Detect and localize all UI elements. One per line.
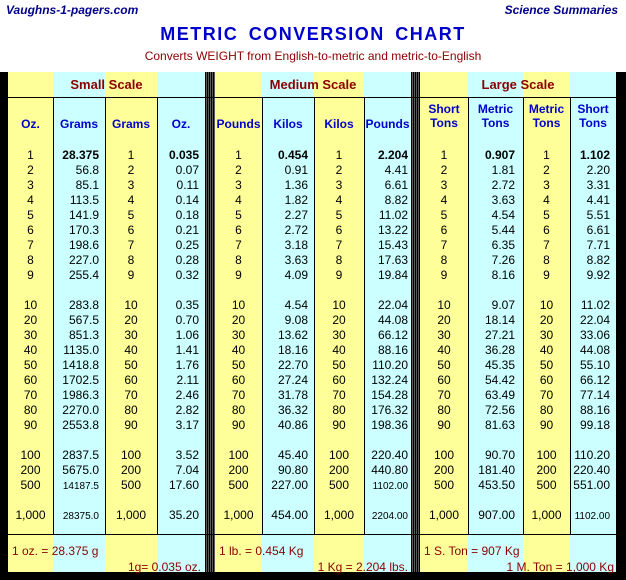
table-cell: 255.4 <box>68 268 99 282</box>
table-cell: 567.5 <box>68 313 99 327</box>
table-cell: 1.82 <box>284 193 308 207</box>
table-cell: 85.1 <box>75 178 99 192</box>
table-cell: 30 <box>437 328 451 342</box>
table-cell: 1 <box>235 148 242 162</box>
table-cell: 1.81 <box>491 163 515 177</box>
table-cell: 45.35 <box>484 358 515 372</box>
table-cell: 110.20 <box>372 358 408 372</box>
table-cell: 200 <box>433 463 455 477</box>
table-cell: 8 <box>543 253 550 267</box>
table-cell: 70 <box>231 388 246 402</box>
table-cell: 17.63 <box>377 253 408 267</box>
table-cell: 1,000 <box>15 508 46 522</box>
table-cell: 7.04 <box>175 463 199 477</box>
table-cell: 7 <box>27 238 34 252</box>
table-cell: 851.3 <box>68 328 99 342</box>
table-cell: 200 <box>228 463 249 477</box>
table-cell: 66.12 <box>579 373 610 387</box>
table-cell: 200 <box>328 463 350 477</box>
table-cell: 2.20 <box>586 163 610 177</box>
footer-medium-line1: 1 lb. = 0.454 Kg <box>219 544 304 558</box>
table-cell: 6 <box>543 223 550 237</box>
table-cell: 3.17 <box>175 418 199 432</box>
table-cell: 500 <box>328 478 350 492</box>
column-header: Short Tons <box>577 102 609 130</box>
table-cell: 44.08 <box>579 343 610 357</box>
table-cell: 70 <box>437 388 451 402</box>
table-cell: 3 <box>335 178 343 192</box>
table-cell: 36.28 <box>484 343 515 357</box>
table-cell: 7 <box>335 238 343 252</box>
table-cell: 551.00 <box>573 478 610 492</box>
table-cell: 500 <box>536 478 557 492</box>
table-cell: 90 <box>539 418 554 432</box>
table-cell: 6 <box>335 223 343 237</box>
table-cell: 0.907 <box>484 148 515 162</box>
header-rule <box>8 97 616 98</box>
table-cell: 907.00 <box>478 508 515 522</box>
table-cell: 6.61 <box>384 178 408 192</box>
table-cell: 8 <box>335 253 343 267</box>
table-cell: 88.16 <box>579 403 610 417</box>
table-cell: 200 <box>20 463 41 477</box>
table-cell: 7 <box>235 238 242 252</box>
table-cell: 440.80 <box>371 463 408 477</box>
table-cell: 10 <box>124 298 138 312</box>
table-cell: 99.18 <box>579 418 610 432</box>
table-cell: 27.21 <box>484 328 515 342</box>
table-cell: 9.07 <box>491 298 515 312</box>
table-cell: 70 <box>124 388 138 402</box>
table-cell: 100 <box>536 448 557 462</box>
column-header: Pounds <box>365 117 410 131</box>
table-cell: 50 <box>332 358 346 372</box>
table-cell: 30 <box>231 328 246 342</box>
table-cell: 2 <box>235 163 242 177</box>
table-cell: 0.454 <box>277 148 308 162</box>
table-cell: 80 <box>23 403 38 417</box>
table-cell: 4.41 <box>384 163 408 177</box>
table-cell: 8 <box>27 253 34 267</box>
column-header: Grams <box>59 117 99 131</box>
table-cell: 2 <box>440 163 448 177</box>
table-cell: 1102.00 <box>372 481 408 492</box>
table-cell: 6 <box>27 223 34 237</box>
table-cell: 90 <box>231 418 246 432</box>
table-cell: 5 <box>27 208 34 222</box>
table-cell: 9 <box>127 268 135 282</box>
table-cell: 30 <box>23 328 38 342</box>
footer-large-line1: 1 S. Ton = 907 Kg <box>424 544 520 558</box>
table-cell: 2.27 <box>284 208 308 222</box>
table-cell: 14187.5 <box>62 481 99 492</box>
table-cell: 19.84 <box>377 268 408 282</box>
table-cell: 113.5 <box>69 193 99 207</box>
table-cell: 80 <box>437 403 451 417</box>
table-cell: 7 <box>127 238 135 252</box>
table-cell: 100 <box>120 448 142 462</box>
table-cell: 110.20 <box>574 448 610 462</box>
table-cell: 60 <box>231 373 246 387</box>
table-cell: 3.63 <box>284 253 308 267</box>
table-cell: 3 <box>27 178 34 192</box>
table-cell: 77.14 <box>579 388 610 402</box>
section-title-small: Small Scale <box>70 77 143 92</box>
table-cell: 1.102 <box>579 148 610 162</box>
table-cell: 66.12 <box>377 328 408 342</box>
table-cell: 60 <box>437 373 451 387</box>
footer-medium-line2: 1 Kg = 2.204 lbs. <box>317 560 408 574</box>
table-cell: 0.035 <box>168 148 199 162</box>
table-cell: 0.70 <box>175 313 199 327</box>
table-cell: 1,000 <box>428 508 460 522</box>
table-cell: 4 <box>440 193 448 207</box>
chart-header <box>0 0 626 72</box>
table-cell: 6 <box>235 223 242 237</box>
table-cell: 20 <box>124 313 138 327</box>
table-cell: 30 <box>332 328 346 342</box>
table-cell: 60 <box>539 373 554 387</box>
table-cell: 1.36 <box>284 178 308 192</box>
table-cell: 500 <box>20 478 41 492</box>
table-cell: 2553.8 <box>62 418 99 432</box>
footer-small-line1: 1 oz. = 28.375 g <box>12 544 99 558</box>
table-cell: 5675.0 <box>62 463 99 477</box>
table-cell: 3.52 <box>175 448 199 462</box>
table-cell: 9.08 <box>284 313 308 327</box>
table-cell: 33.06 <box>579 328 610 342</box>
table-cell: 30 <box>539 328 554 342</box>
table-cell: 63.49 <box>484 388 515 402</box>
table-cell: 40 <box>539 343 554 357</box>
table-cell: 200 <box>120 463 142 477</box>
table-cell: 4.54 <box>284 298 308 312</box>
table-cell: 8 <box>127 253 135 267</box>
table-cell: 88.16 <box>377 343 408 357</box>
table-cell: 11.02 <box>580 298 610 312</box>
column-header: Short Tons <box>428 102 460 130</box>
table-cell: 4 <box>235 193 242 207</box>
section-title-medium: Medium Scale <box>269 77 357 92</box>
table-cell: 18.14 <box>484 313 515 327</box>
table-cell: 4 <box>335 193 343 207</box>
table-cell: 70 <box>332 388 346 402</box>
table-cell: 40 <box>332 343 346 357</box>
table-cell: 4.54 <box>491 208 515 222</box>
table-cell: 9.92 <box>586 268 610 282</box>
table-cell: 28.375 <box>62 148 99 162</box>
table-cell: 44.08 <box>377 313 408 327</box>
table-cell: 283.8 <box>68 298 99 312</box>
table-cell: 8 <box>235 253 242 267</box>
table-cell: 70 <box>23 388 38 402</box>
table-cell: 11.02 <box>378 208 408 222</box>
table-cell: 181.40 <box>478 463 515 477</box>
table-cell: 50 <box>23 358 38 372</box>
table-cell: 90 <box>437 418 451 432</box>
table-cell: 2.46 <box>175 388 199 402</box>
table-cell: 0.21 <box>175 223 199 237</box>
table-cell: 9 <box>543 268 550 282</box>
table-cell: 2.72 <box>491 178 515 192</box>
table-cell: 8 <box>440 253 448 267</box>
table-cell: 1,000 <box>223 508 254 522</box>
table-cell: 50 <box>231 358 246 372</box>
table-cell: 3.63 <box>491 193 515 207</box>
footer-large-line2: 1 M. Ton = 1,000 Kg <box>506 560 614 574</box>
table-cell: 20 <box>437 313 451 327</box>
table-cell: 81.63 <box>484 418 515 432</box>
table-cell: 7 <box>440 238 448 252</box>
table-cell: 10 <box>539 298 554 312</box>
table-cell: 5 <box>543 208 550 222</box>
table-cell: 30 <box>124 328 138 342</box>
table-cell: 2204.00 <box>371 511 408 522</box>
table-cell: 170.3 <box>68 223 99 237</box>
table-cell: 1986.3 <box>62 388 99 402</box>
table-cell: 7.26 <box>491 253 515 267</box>
table-cell: 60 <box>23 373 38 387</box>
column-header: Kilos <box>324 117 354 131</box>
table-cell: 7.71 <box>586 238 610 252</box>
table-cell: 198.36 <box>371 418 408 432</box>
table-cell: 500 <box>120 478 142 492</box>
table-cell: 3 <box>440 178 448 192</box>
site-name: Vaughns-1-pagers.com <box>6 3 139 17</box>
table-cell: 2.72 <box>284 223 308 237</box>
table-cell: 22.04 <box>377 298 408 312</box>
table-cell: 2.11 <box>176 373 199 387</box>
table-cell: 80 <box>539 403 554 417</box>
table-cell: 500 <box>433 478 455 492</box>
table-cell: 80 <box>124 403 138 417</box>
table-cell: 20 <box>231 313 246 327</box>
column-header: Metric Tons <box>477 102 514 130</box>
table-cell: 3 <box>543 178 550 192</box>
table-cell: 0.07 <box>175 163 199 177</box>
table-cell: 13.22 <box>377 223 408 237</box>
section-separator <box>411 72 420 572</box>
table-cell: 28375.0 <box>62 511 99 522</box>
table-cell: 13.62 <box>277 328 308 342</box>
table-cell: 40 <box>23 343 38 357</box>
column-header: Oz. <box>21 117 40 131</box>
table-cell: 176.32 <box>371 403 408 417</box>
table-cell: 35.20 <box>168 508 199 522</box>
table-cell: 2 <box>335 163 343 177</box>
table-cell: 100 <box>20 448 41 462</box>
table-cell: 6 <box>440 223 448 237</box>
table-cell: 15.43 <box>377 238 408 252</box>
table-cell: 2837.5 <box>62 448 99 462</box>
table-cell: 1 <box>127 148 135 162</box>
column-header: Kilos <box>273 117 303 131</box>
table-cell: 141.9 <box>68 208 99 222</box>
table-cell: 0.32 <box>175 268 199 282</box>
table-cell: 10 <box>437 298 451 312</box>
table-cell: 9 <box>335 268 343 282</box>
table-cell: 20 <box>539 313 554 327</box>
table-cell: 22.04 <box>579 313 610 327</box>
table-cell: 7 <box>543 238 550 252</box>
table-cell: 2.204 <box>377 148 408 162</box>
table-cell: 31.78 <box>277 388 308 402</box>
table-cell: 10 <box>23 298 38 312</box>
page-title: METRIC CONVERSION CHART <box>160 24 466 44</box>
table-cell: 80 <box>231 403 246 417</box>
table-cell: 2270.0 <box>62 403 99 417</box>
table-cell: 0.35 <box>175 298 199 312</box>
table-cell: 1,000 <box>115 508 147 522</box>
table-cell: 5 <box>235 208 242 222</box>
column-header: Grams <box>111 117 151 131</box>
table-cell: 27.24 <box>277 373 308 387</box>
table-cell: 22.70 <box>277 358 308 372</box>
table-cell: 90.70 <box>484 448 515 462</box>
table-cell: 1135.0 <box>63 343 99 357</box>
table-cell: 3.31 <box>586 178 610 192</box>
table-cell: 198.6 <box>68 238 99 252</box>
table-cell: 1,000 <box>531 508 562 522</box>
table-cell: 0.91 <box>284 163 308 177</box>
table-cell: 50 <box>539 358 554 372</box>
table-cell: 100 <box>228 448 249 462</box>
column-header: Metric Tons <box>528 102 565 130</box>
table-cell: 227.0 <box>68 253 99 267</box>
table-cell: 9 <box>440 268 448 282</box>
table-cell: 5.51 <box>586 208 610 222</box>
table-cell: 500 <box>228 478 249 492</box>
section-separator <box>205 72 215 572</box>
table-cell: 18.16 <box>277 343 308 357</box>
table-cell: 90 <box>23 418 38 432</box>
table-cell: 50 <box>437 358 451 372</box>
table-cell: 45.40 <box>277 448 308 462</box>
table-cell: 8.82 <box>384 193 408 207</box>
table-cell: 1 <box>335 148 343 162</box>
table-cell: 100 <box>328 448 350 462</box>
table-cell: 5.44 <box>491 223 515 237</box>
table-cell: 1.06 <box>175 328 199 342</box>
table-cell: 1418.8 <box>62 358 99 372</box>
table-cell: 72.56 <box>484 403 515 417</box>
table-cell: 2 <box>127 163 135 177</box>
table-cell: 1 <box>440 148 448 162</box>
column-header: Oz. <box>171 117 191 131</box>
table-cell: 4.09 <box>284 268 308 282</box>
table-cell: 50 <box>124 358 138 372</box>
table-cell: 1.76 <box>175 358 199 372</box>
table-cell: 3 <box>235 178 242 192</box>
table-cell: 0.25 <box>175 238 199 252</box>
table-cell: 3.18 <box>284 238 308 252</box>
table-cell: 100 <box>433 448 455 462</box>
table-cell: 1,000 <box>323 508 355 522</box>
table-cell: 0.28 <box>175 253 199 267</box>
table-cell: 90.80 <box>277 463 308 477</box>
table-cell: 80 <box>332 403 346 417</box>
table-cell: 4 <box>543 193 550 207</box>
table-cell: 20 <box>332 313 346 327</box>
table-cell: 2 <box>543 163 550 177</box>
table-cell: 454.00 <box>271 508 308 522</box>
section-title-large: Large Scale <box>481 77 555 92</box>
table-cell: 40 <box>231 343 246 357</box>
brand-name: Science Summaries <box>504 3 618 17</box>
table-cell: 4.41 <box>586 193 610 207</box>
table-cell: 60 <box>124 373 138 387</box>
column-header: Pounds <box>216 117 261 131</box>
table-cell: 1 <box>27 148 34 162</box>
table-cell: 5 <box>335 208 343 222</box>
table-cell: 90 <box>332 418 346 432</box>
table-cell: 1102.00 <box>574 511 610 522</box>
table-cell: 60 <box>332 373 346 387</box>
footer-small-line2: 1g= 0.035 oz. <box>127 560 201 574</box>
table-cell: 0.14 <box>175 193 199 207</box>
table-cell: 2 <box>27 163 34 177</box>
table-cell: 40 <box>124 343 138 357</box>
table-cell: 1 <box>543 148 550 162</box>
footer-rule <box>8 534 616 535</box>
table-cell: 0.11 <box>176 178 199 192</box>
table-cell: 5 <box>440 208 448 222</box>
table-cell: 40 <box>437 343 451 357</box>
table-cell: 20 <box>23 313 38 327</box>
table-cell: 132.24 <box>371 373 408 387</box>
table-cell: 9 <box>235 268 242 282</box>
table-cell: 3 <box>127 178 135 192</box>
table-cell: 54.42 <box>484 373 515 387</box>
table-cell: 6.35 <box>491 238 515 252</box>
table-cell: 8.82 <box>586 253 610 267</box>
table-cell: 4 <box>27 193 34 207</box>
table-cell: 17.60 <box>168 478 199 492</box>
table-cell: 220.40 <box>371 448 408 462</box>
page-subtitle: Converts WEIGHT from English-to-metric and metric-to-English <box>144 49 482 63</box>
table-cell: 154.28 <box>371 388 408 402</box>
table-cell: 8.16 <box>491 268 515 282</box>
table-cell: 9 <box>27 268 34 282</box>
table-cell: 1702.5 <box>62 373 99 387</box>
table-cell: 200 <box>536 463 557 477</box>
table-cell: 10 <box>231 298 246 312</box>
table-cell: 453.50 <box>478 478 515 492</box>
table-cell: 0.18 <box>175 208 199 222</box>
table-cell: 6 <box>127 223 135 237</box>
table-cell: 2.82 <box>175 403 199 417</box>
table-cell: 5 <box>127 208 135 222</box>
table-cell: 40.86 <box>277 418 308 432</box>
table-cell: 56.8 <box>75 163 99 177</box>
table-cell: 70 <box>539 388 554 402</box>
table-cell: 36.32 <box>277 403 308 417</box>
table-cell: 1.41 <box>175 343 199 357</box>
table-cell: 227.00 <box>271 478 308 492</box>
table-cell: 220.40 <box>573 463 610 477</box>
table-cell: 55.10 <box>579 358 610 372</box>
table-cell: 6.61 <box>586 223 610 237</box>
table-cell: 4 <box>127 193 135 207</box>
table-cell: 10 <box>332 298 346 312</box>
table-cell: 90 <box>124 418 138 432</box>
